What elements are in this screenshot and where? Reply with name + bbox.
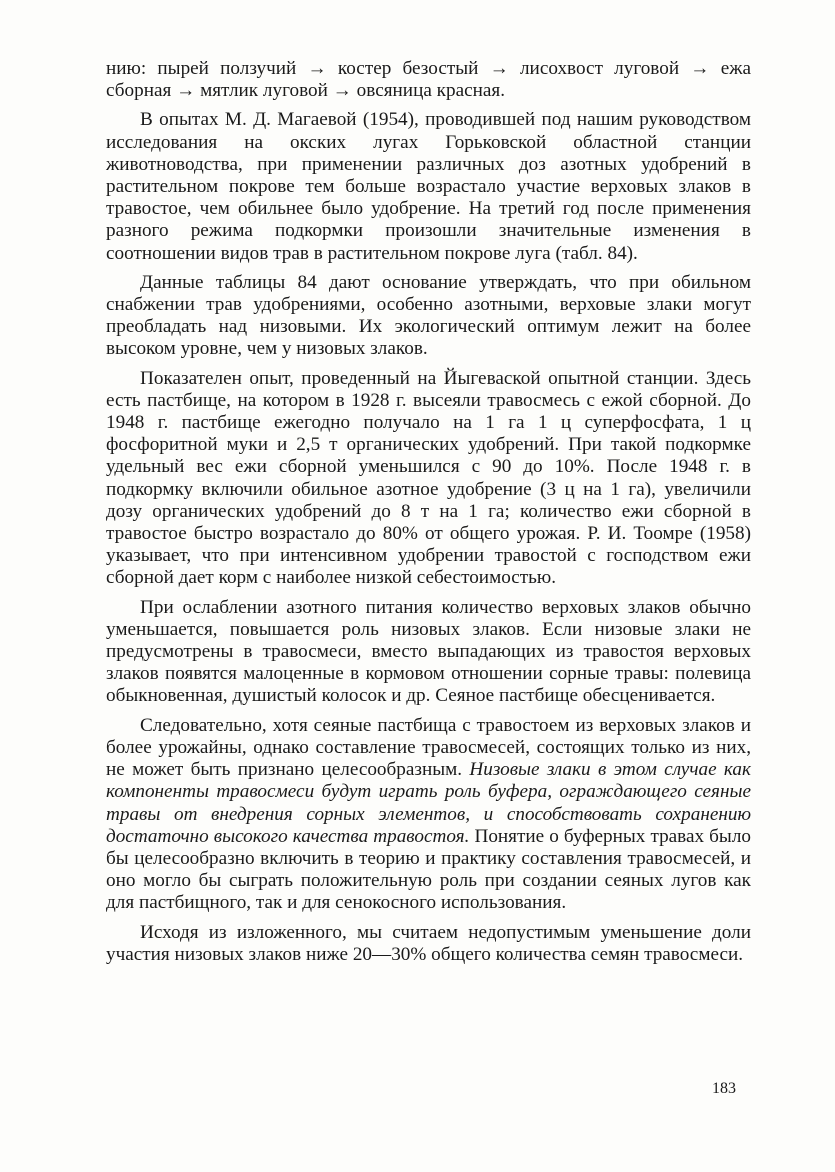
body-text <box>106 58 751 973</box>
paragraph-nitrogen-weakening: При ослаблении азотного питания количество верховых злаков обычно уменьшается, повышается роль низовых злаков. Если низовые злаки не предусмотрены в травосмеси, вместо выпадающих из травостоя верховых злаков появятся малоценные в кормовом отношении сорные травы: полевица обыкновенная, душистый колосок и др. Сеяное пастбище обесценивается. <box>106 596 751 707</box>
paragraph-continuation: нию: пырей ползучий → костер безостый → лисохвост луговой → ежа сборная → мятлик луговой → овсяница красная. <box>106 58 751 102</box>
paragraph-final-conclusion: Исходя из изложенного, мы считаем недопустимым уменьшение доли участия низовых злаков ниже 20—30% общего количества семян травосмеси. <box>106 921 751 965</box>
paragraph-table-84-conclusion: Данные таблицы 84 дают основание утверждать, что при обильном снабжении трав удобрениями, особенно азотными, верховые злаки могут преобладать над низовыми. Их экологический оптимум лежит на более высоком уровне, чем у низовых злаков. <box>106 271 751 360</box>
paragraph-jogeva-experiment: Показателен опыт, проведенный на Йыгеваской опытной станции. Здесь есть пастбище, на котором в 1928 г. высеяли травосмесь с ежой сборной. До 1948 г. пастбище ежегодно получало на 1 га 1 ц суперфосфата, 1 ц фосфоритной муки и 2,5 т органических удобрений. При такой подкормке удельный вес ежи сборной уменьшился с 90 до 10%. После 1948 г. в подкормку включили обильное азотное удобрение (3 ц на 1 га), увеличили дозу органических удобрений до 8 т на 1 га; количество ежи сборной в травостое быстро возрастало до 80% от общего урожая. Р. И. Тоомре (1958) указывает, что при интенсивном удобрении травостой с господством ежи сборной дает корм с наиболее низкой себестоимостью. <box>106 367 751 589</box>
buffer-text-after: Понятие о буферных травах было бы целесообразно включить в теорию и практику составления травосмесей, и оно могло бы сыграть положительную роль при создании сеяных лугов как для пастбищного, так и для сенокосного использования. <box>106 825 751 914</box>
paragraph-buffer-grasses <box>106 715 751 915</box>
page-number: 183 <box>712 1080 736 1097</box>
buffer-text-before: Следовательно, хотя сеяные пастбища с травостоем из верховых злаков и более урожайны, однако составление травосмесей, состоящих только из них, не может быть признано целесообразным. <box>106 714 751 781</box>
buffer-text-italic: Низовые злаки в этом случае как компоненты травосмеси будут играть роль буфера, ограждающего сеяные травы от внедрения сорных элементов, и способствовать сохранению достаточно высокого качества травостоя. <box>106 759 751 847</box>
paragraph-magaeva-experiments: В опытах М. Д. Магаевой (1954), проводившей под нашим руководством исследования на окских лугах Горьковской областной станции животноводства, при применении различных доз азотных удобрений в растительном покрове тем больше возрастало участие верховых злаков в травостое, чем обильнее было удобрение. На третий год после применения разного режима подкормки произошли значительные изменения в соотношении видов трав в растительном покрове луга (табл. 84). <box>106 109 751 264</box>
